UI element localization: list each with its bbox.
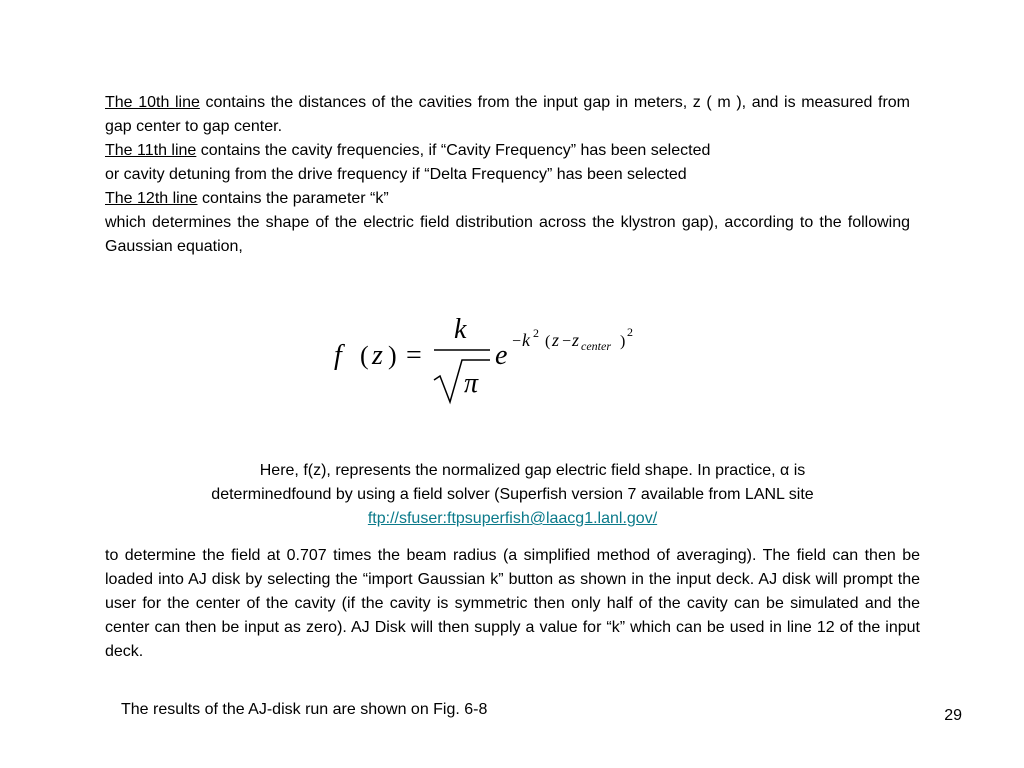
eq-base-e: e xyxy=(495,340,508,371)
paragraph-field-method xyxy=(105,544,920,664)
eq-sqrt-sign xyxy=(434,360,490,402)
eq-exp-z: z xyxy=(552,330,560,350)
solver-line-2: determinedfound by using a field solver (Superfish version 7 available from LANL site xyxy=(211,486,814,503)
eq-numerator-k: k xyxy=(454,314,467,345)
eq-exp-k-pow: 2 xyxy=(533,326,539,340)
eq-lhs-close: ) xyxy=(388,341,397,370)
eq-exp-close: ) xyxy=(620,333,626,350)
gaussian-equation xyxy=(330,312,660,412)
line11-continuation: or cavity detuning from the drive frequency if “Delta Frequency” has been selected xyxy=(105,166,687,183)
line11-label: The 11th line xyxy=(105,142,197,159)
eq-f: f xyxy=(334,340,342,371)
paragraph-line-definitions xyxy=(105,91,910,259)
eq-exp-k: k xyxy=(522,330,530,350)
line11-text: contains the cavity frequencies, if “Cavity Frequency” has been selected xyxy=(196,142,711,159)
eq-exp-minus2: − xyxy=(562,333,572,350)
eq-exp-pow: 2 xyxy=(627,325,633,339)
line12-label: The 12th line xyxy=(105,190,198,207)
results-line: The results of the AJ-disk run are shown on Fig. 6-8 xyxy=(121,701,488,718)
eq-exp-zc: z xyxy=(572,330,580,350)
method-text: to determine the field at 0.707 times the beam radius (a simplified method of averaging). The field can then be loaded into AJ disk by selecting the “import Gaussian k” button as shown in the input deck. AJ disk will prompt the user for the center of the cavity (if the cavity is symmetric then only half of the cavity can be simulated and the center can then be input as zero). AJ Disk will then supply a value for “k” which can be used in line 12 of the input deck. xyxy=(105,547,920,660)
solver-line-1: Here, f(z), represents the normalized gap electric field shape. In practice, α is xyxy=(259,462,806,479)
paragraph-field-solver xyxy=(105,459,920,531)
line10-label: The 10th line xyxy=(105,94,200,111)
eq-lhs-open: ( xyxy=(360,341,369,370)
eq-exp-center: center xyxy=(581,339,611,353)
line10-text: contains the distances of the cavities from the input gap in meters, z ( m ), and is measured from gap center to gap center. xyxy=(105,94,910,135)
line12-continuation: which determines the shape of the electric field distribution across the klystron gap), according to the following Gaussian equation, xyxy=(105,214,910,255)
eq-pi: π xyxy=(464,368,479,399)
page-number: 29 xyxy=(944,707,962,724)
eq-exp-open: ( xyxy=(545,333,551,350)
eq-exp-minus: − xyxy=(512,333,522,350)
line12-text: contains the parameter “k” xyxy=(197,190,389,207)
eq-lhs-z: z xyxy=(372,340,383,371)
superfish-ftp-link[interactable]: ftp://sfuser:ftpsuperfish@laacg1.lanl.gov/ xyxy=(367,510,658,527)
eq-equals: = xyxy=(406,340,422,371)
